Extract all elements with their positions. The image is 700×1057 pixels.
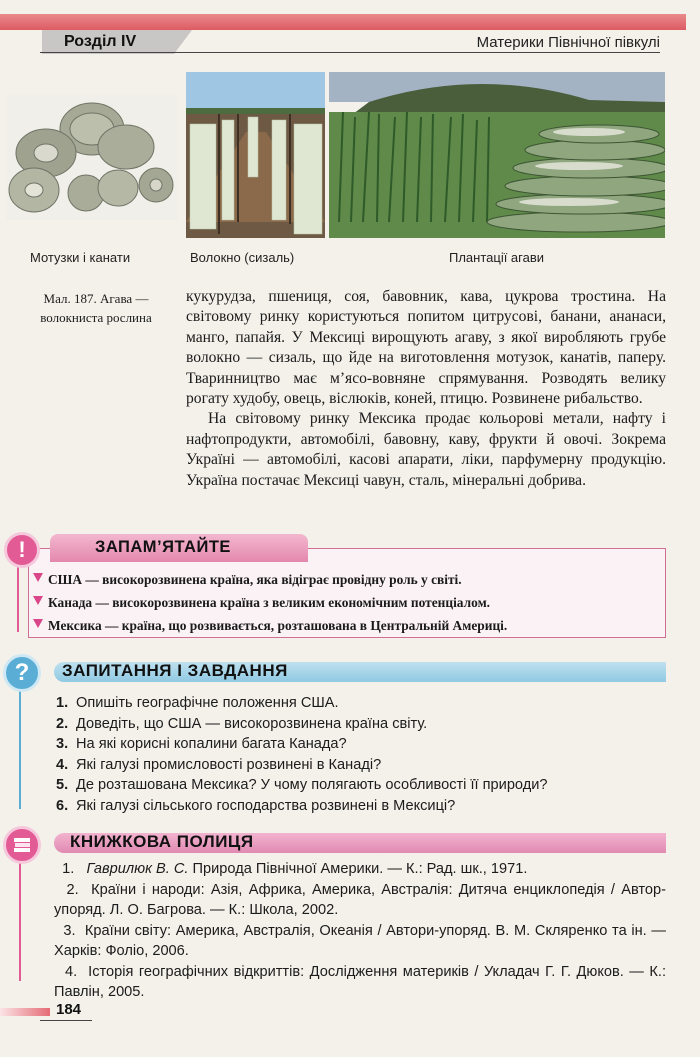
bookshelf-list: [54, 859, 666, 1003]
question-item: 5. Де розташована Мексика? У чому полягають особливості її природи?: [56, 777, 548, 793]
sisal-fiber-photo: [186, 72, 325, 238]
figure-caption-line2: волокниста рослина: [40, 310, 152, 325]
book-item: 3. Країни світу: Америка, Австралія, Океанія / Автори-упоряд. В. М. Скляренко та ін. — Харків: Фоліо, 2006.: [54, 922, 667, 959]
bookshelf-title: КНИЖКОВА ПОЛИЦЯ: [70, 832, 254, 851]
header-divider: [40, 52, 660, 53]
remember-title: ЗАПАМ’ЯТАЙТЕ: [95, 538, 231, 556]
questions-pin-line: [19, 689, 21, 809]
book-item: 4. Історія географічних відкриттів: Дослідження материків / Укладач Г. Г. Дюков. — К.: Павлін, 2005.: [54, 963, 667, 1000]
remember-item: Канада — високорозвинена країна з великим економічним потенціалом.: [48, 591, 658, 614]
exclamation-icon: !: [4, 532, 40, 568]
chapter-title: Материки Північної півкулі: [476, 34, 660, 51]
plantation-caption: Плантації агави: [449, 250, 545, 265]
remember-pin-line: [17, 562, 19, 632]
question-mark-icon: ?: [3, 654, 41, 692]
remember-list: [48, 568, 658, 637]
book-author: Гаврилюк В. С.: [86, 861, 189, 877]
footer-divider: [40, 1020, 92, 1021]
bookshelf-pin-line: [19, 861, 21, 981]
main-text: [186, 287, 666, 491]
fiber-caption: Волокно (сизаль): [190, 250, 295, 265]
paragraph-1: кукурудза, пшениця, соя, бавовник, кава, цукрова тростина. На світовому ринку користуються попитом цитрусові, банани, ананаси, манго, папайя. У Мексиці вирощують агаву, з якої виробляють грубе волокно — сизаль, що йде на виготовлення мотузок, канатів, паперу. Тваринництво має м’ясо-вовняне спрямування. Розводять велику рогату худобу, овець, віслюків, коней, птицю. Розвинене рибальство.: [186, 288, 666, 408]
book-icon: [3, 826, 41, 864]
question-item: 4. Які галузі промисловості розвинені в Канаді?: [56, 756, 382, 773]
section-label: Розділ IV: [64, 33, 137, 50]
figure-caption: [14, 289, 178, 327]
ropes-caption: Мотузки і канати: [30, 250, 131, 265]
question-item: 1. Опишіть географічне положення США.: [56, 695, 339, 711]
ropes-photo: [6, 95, 178, 220]
questions-title: ЗАПИТАННЯ І ЗАВДАННЯ: [62, 661, 288, 680]
header-color-band: [0, 14, 686, 30]
bullet-icon: [33, 619, 43, 628]
question-item: 3. На які корисні копалини багата Канада?: [56, 736, 347, 752]
questions-list: [56, 693, 666, 816]
book-item: 2. Країни і народи: Азія, Африка, Америка, Австралія: Дитяча енциклопедія / Автор-упоряд. Л. О. Багрова. — К.: Школа, 2002.: [54, 881, 666, 918]
remember-item: Мексика — країна, що розвивається, розташована в Центральній Америці.: [48, 614, 658, 637]
question-item: 2. Доведіть, що США — високорозвинена країна світу.: [56, 715, 428, 732]
footer-color-band: [0, 1008, 50, 1016]
bullet-icon: [33, 573, 43, 582]
figure-caption-line1: Мал. 187. Агава —: [43, 291, 149, 306]
book-item: 1. Гаврилюк В. С. Природа Північної Америки. — К.: Рад. шк., 1971.: [62, 861, 528, 877]
paragraph-2: На світовому ринку Мексика продає кольорові метали, нафту і нафтопродукти, автомобілі, бавовну, каву, фрукти й овочі. Зокрема Україні — автомобілі, касові апарати, ліки, парфумерну продукцію. Україна постачає Мексиці чавун, сталь, мінеральні добрива.: [186, 410, 666, 489]
bullet-icon: [33, 596, 43, 605]
page-number: 184: [56, 1001, 82, 1018]
question-item: 6. Які галузі сільського господарства розвинені в Мексиці?: [56, 797, 456, 814]
remember-item: США — високорозвинена країна, яка відіграє провідну роль у світі.: [48, 568, 658, 591]
agave-plantation-photo: [329, 72, 665, 238]
